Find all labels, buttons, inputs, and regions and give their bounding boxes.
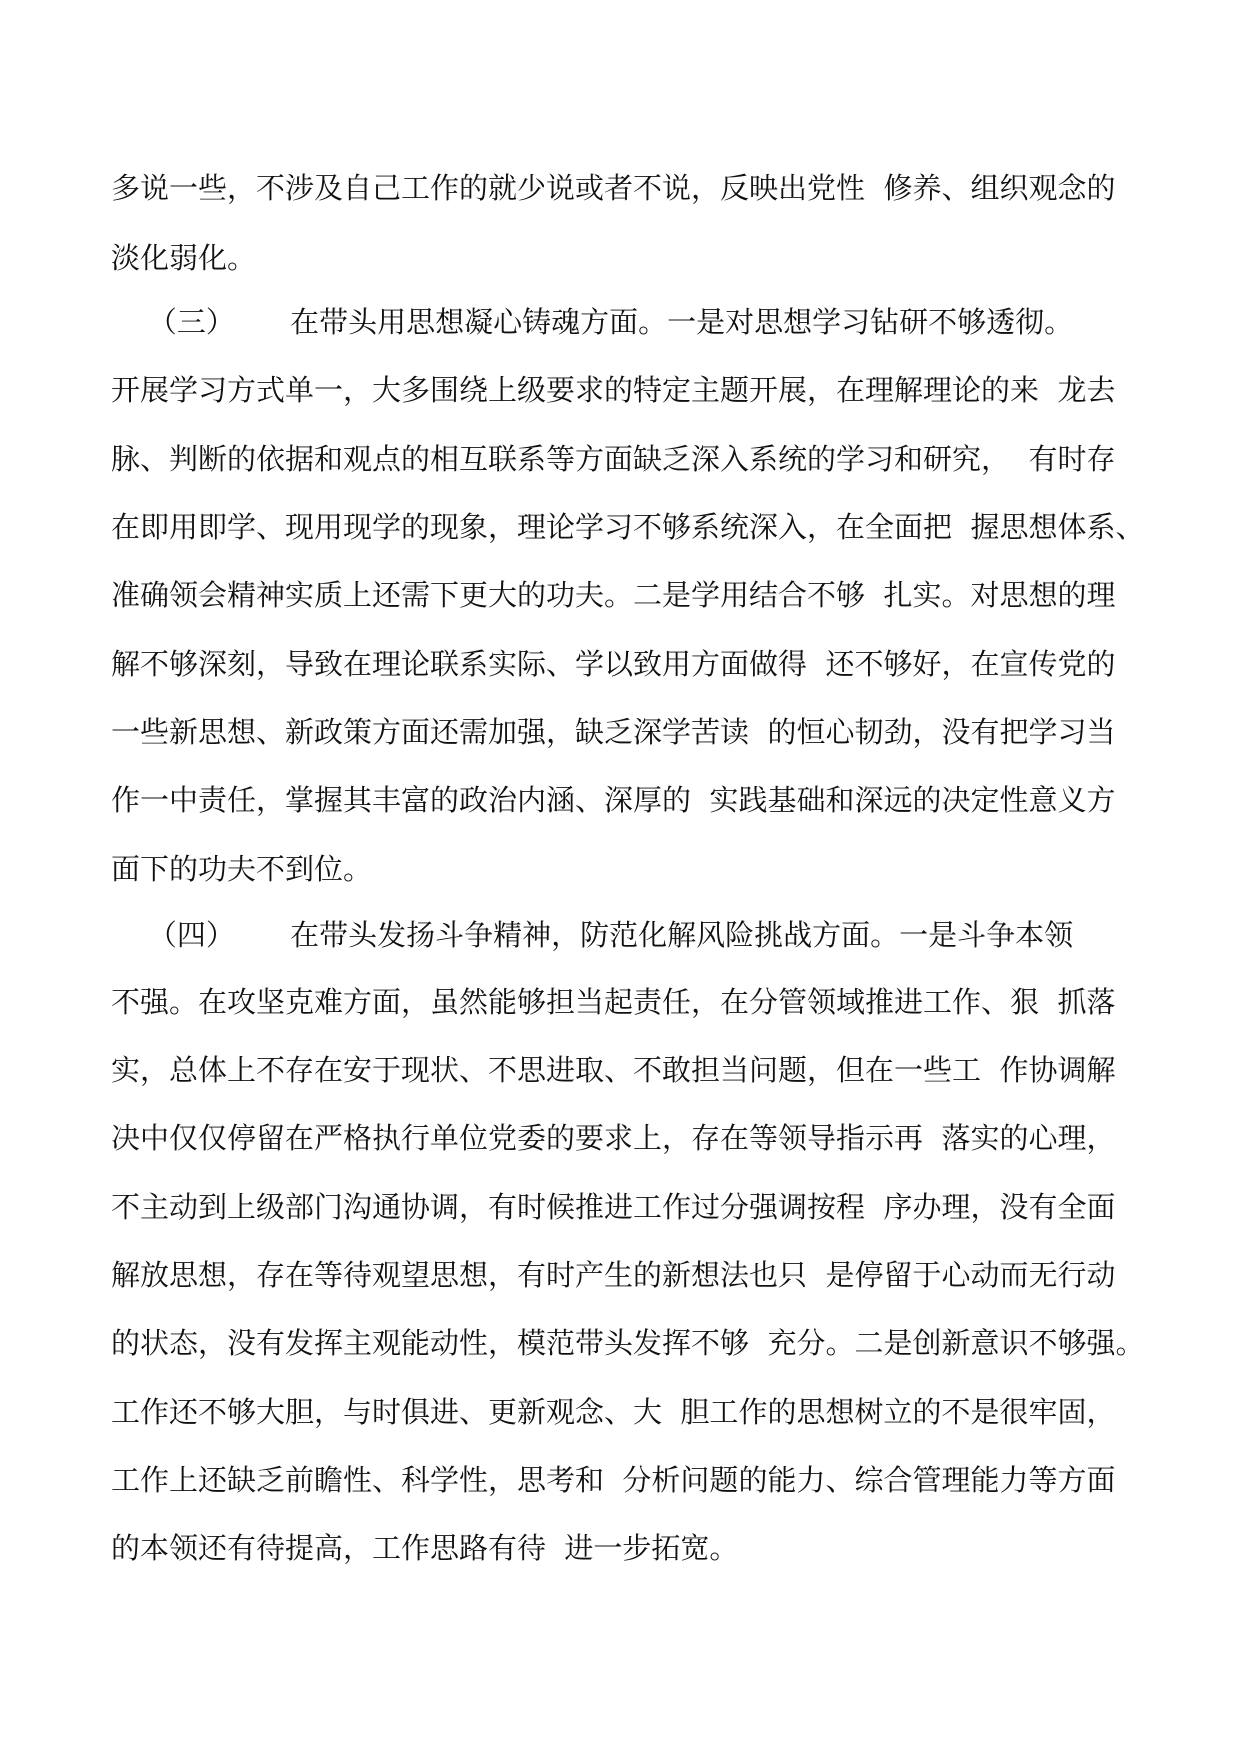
text-line: 实，总体上不存在安于现状、不思进取、不敢担当问题，但在一些工 作协调解 bbox=[111, 1053, 1116, 1087]
text-line: 决中仅仅停留在严格执行单位党委的要求上，存在等领导指示再 落实的心理， bbox=[111, 1121, 1116, 1155]
text-line: 的本领还有待提高，工作思路有待 进一步拓宽。 bbox=[111, 1531, 739, 1565]
text-line: 一些新思想、新政策方面还需加强，缺乏深学苦读 的恒心韧劲，没有把学习当 bbox=[111, 715, 1116, 749]
text-line: 脉、判断的依据和观点的相互联系等方面缺乏深入系统的学习和研究， 有时存 bbox=[111, 442, 1116, 476]
text-line: 不主动到上级部门沟通协调，有时候推进工作过分强调按程 序办理，没有全面 bbox=[111, 1190, 1116, 1224]
section-heading-4: （四） 在带头发扬斗争精神，防范化解风险挑战方面。一是斗争本领 bbox=[111, 918, 1074, 952]
section-heading-3: （三） 在带头用思想凝心铸魂方面。一是对思想学习钻研不够透彻。 bbox=[111, 305, 1074, 339]
text-line: 准确领会精神实质上还需下更大的功夫。二是学用结合不够 扎实。对思想的理 bbox=[111, 578, 1116, 612]
text-line: 解不够深刻，导致在理论联系实际、学以致用方面做得 还不够好，在宣传党的 bbox=[111, 647, 1116, 681]
text-line: 多说一些，不涉及自己工作的就少说或者不说，反映出党性 修养、组织观念的 bbox=[111, 171, 1116, 205]
text-line: 开展学习方式单一，大多围绕上级要求的特定主题开展，在理解理论的来 龙去 bbox=[111, 373, 1116, 407]
text-line: 的状态，没有发挥主观能动性，模范带头发挥不够 充分。二是创新意识不够强。 bbox=[111, 1326, 1145, 1360]
text-line: 工作还不够大胆，与时俱进、更新观念、大 胆工作的思想树立的不是很牢固， bbox=[111, 1395, 1116, 1429]
text-line: 面下的功夫不到位。 bbox=[111, 852, 373, 886]
text-line: 在即用即学、现用现学的现象，理论学习不够系统深入，在全面把 握思想体系、 bbox=[111, 510, 1145, 544]
text-line: 工作上还缺乏前瞻性、科学性，思考和 分析问题的能力、综合管理能力等方面 bbox=[111, 1463, 1116, 1497]
text-line: 不强。在攻坚克难方面，虽然能够担当起责任，在分管领域推进工作、狠 抓落 bbox=[111, 985, 1116, 1019]
text-line: 作一中责任，掌握其丰富的政治内涵、深厚的 实践基础和深远的决定性意义方 bbox=[111, 783, 1116, 817]
text-line: 淡化弱化。 bbox=[111, 241, 257, 275]
text-line: 解放思想，存在等待观望思想，有时产生的新想法也只 是停留于心动而无行动 bbox=[111, 1258, 1116, 1292]
